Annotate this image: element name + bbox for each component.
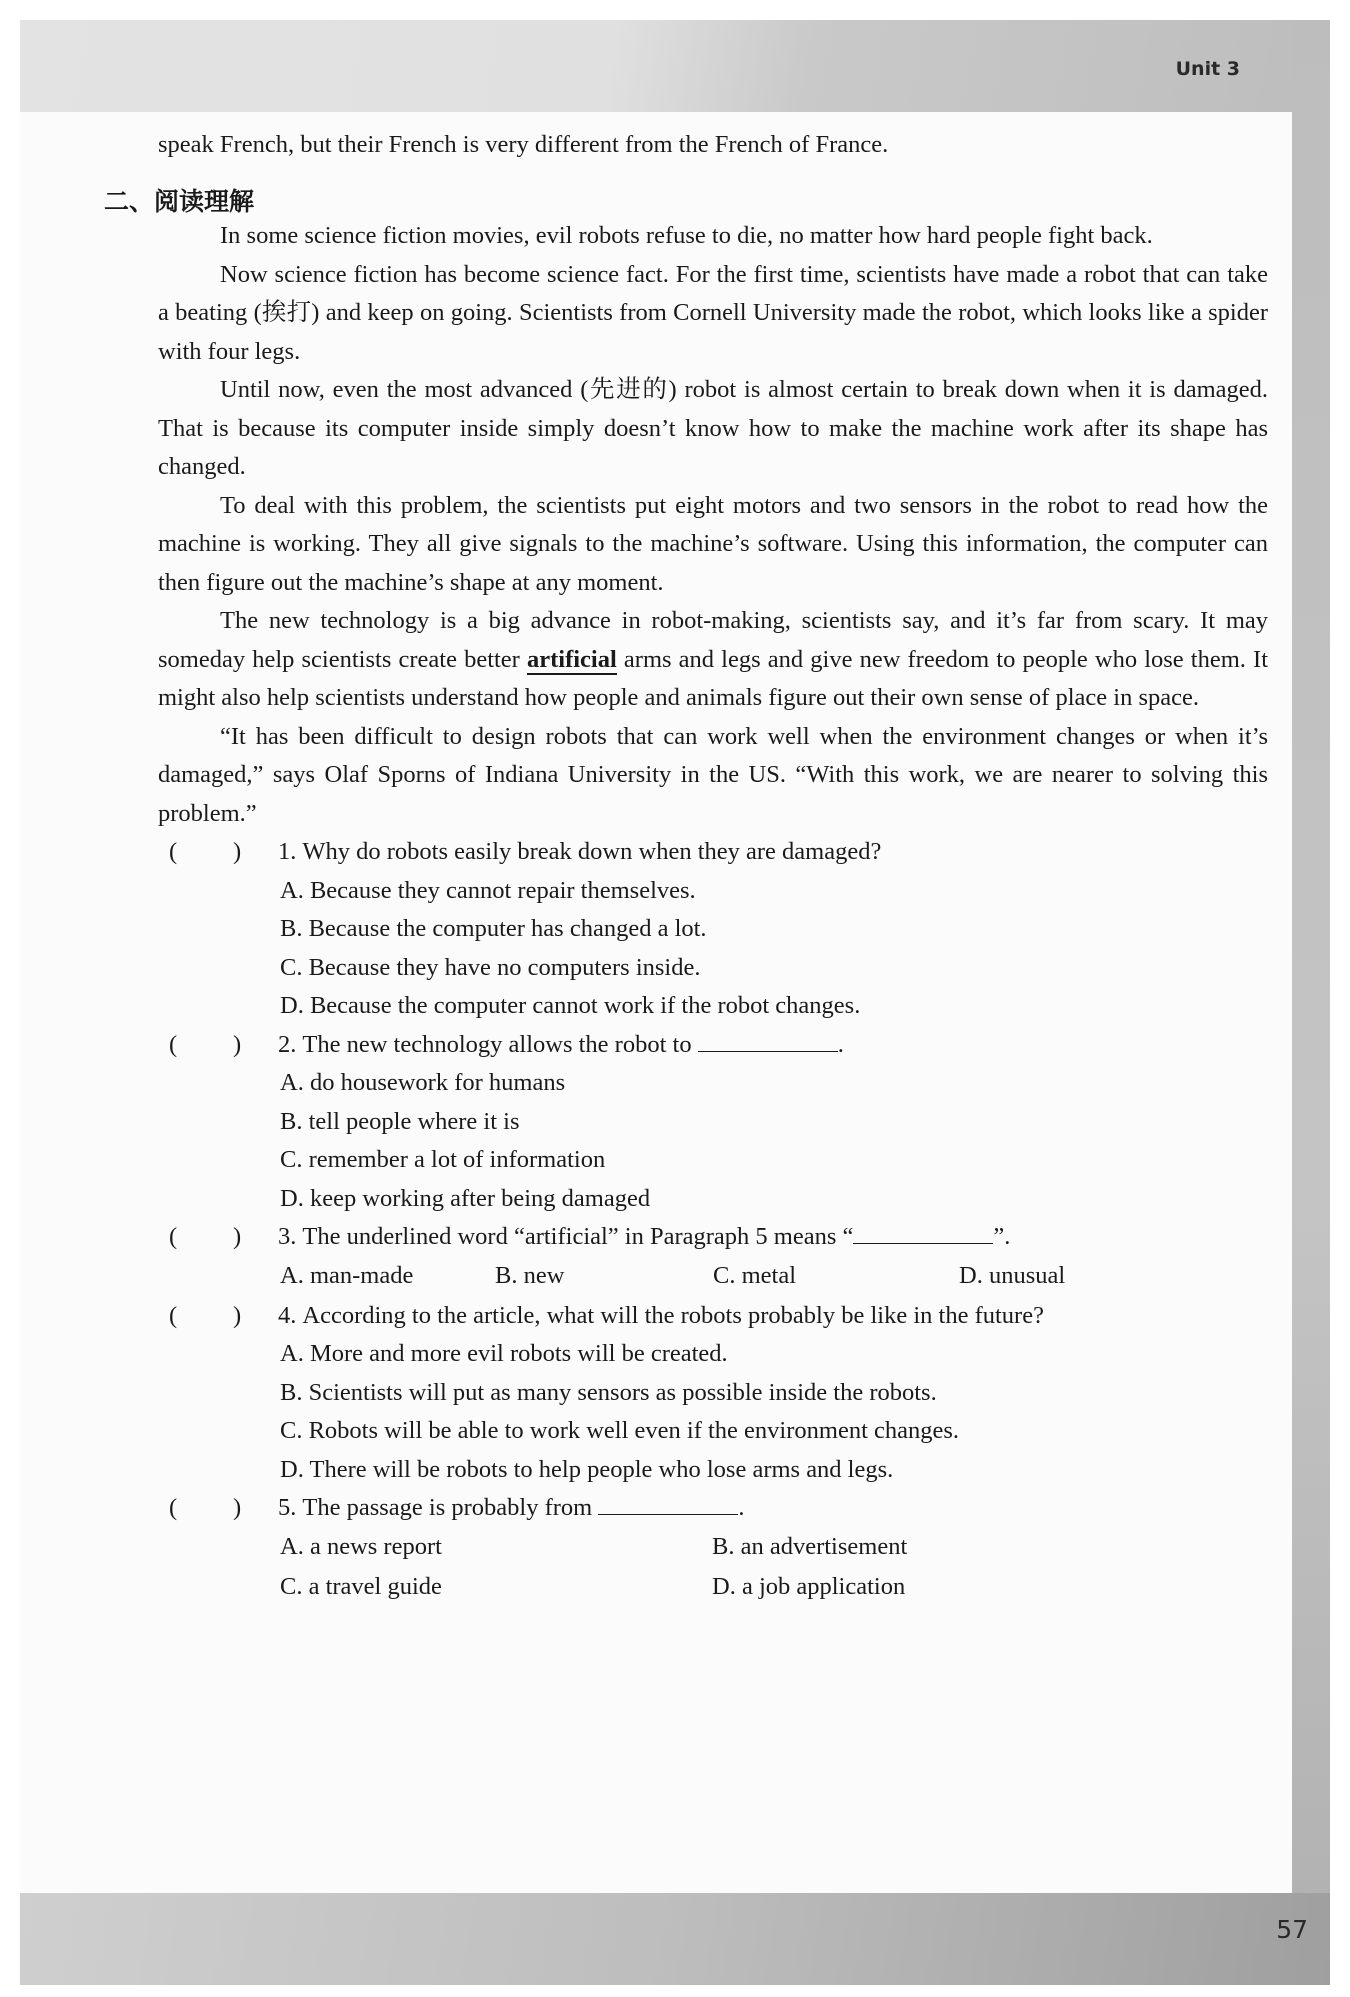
question-stem: The new technology allows the robot to: [302, 1030, 692, 1058]
question-3: [158, 1218, 1268, 1257]
page-edge-strip: [1292, 20, 1330, 1985]
question-3-options: [158, 1257, 1268, 1297]
passage-paragraph-2: Now science fiction has become science fact. For the first time, scientists have made a robot that can take a beating (挨打) and keep on going. Scientists from Cornell University made the robot, which looks like a spider with four legs.: [158, 260, 1268, 365]
option-d: D. keep working after being damaged: [280, 1184, 651, 1212]
option-b: B. Because the computer has changed a lot.: [280, 915, 707, 942]
option-a: A. a news report: [280, 1533, 442, 1561]
option-b: B. tell people where it is: [280, 1107, 520, 1135]
passage-paragraph-4: To deal with this problem, the scientists put eight motors and two sensors in the robot to read how the machine is working. They all give signals to the machine’s software. Using this information, the computer can then figure out the machine’s shape at any moment.: [158, 491, 1268, 596]
question-number: 2.: [278, 1030, 297, 1058]
document-body: [104, 126, 1268, 1608]
option-b: B. an advertisement: [712, 1533, 908, 1561]
option-b: B. Scientists will put as many sensors as possible inside the robots.: [280, 1378, 937, 1406]
underlined-word: artificial: [526, 645, 617, 673]
question-2: [158, 1026, 1268, 1065]
question-stem-end: .: [837, 1030, 844, 1058]
option-d: D. a job application: [712, 1573, 906, 1601]
passage-paragraph-3: Until now, even the most advanced (先进的) robot is almost certain to break down when it is damaged. That is because its computer inside simply doesn’t know how to make the machine work after its shape has changed.: [158, 376, 1268, 480]
answer-paren-close: ): [233, 1301, 242, 1329]
option-c: C. Robots will be able to work well even if the environment changes.: [280, 1417, 960, 1444]
question-stem-end: .: [738, 1494, 745, 1521]
header-band: [20, 20, 1330, 112]
question-2-options: [158, 1064, 1268, 1218]
question-stem: The underlined word “artificial” in Paragraph 5 means “: [302, 1223, 854, 1250]
section-heading: 二、阅读理解: [104, 186, 255, 216]
question-number: 3.: [278, 1223, 297, 1250]
question-number: 4.: [278, 1301, 297, 1329]
answer-paren-close: ): [233, 1494, 242, 1521]
answer-paren-open: (: [169, 1030, 178, 1058]
passage-paragraph-5: [158, 602, 1268, 718]
option-row: [280, 1528, 1268, 1568]
question-number: 1.: [278, 838, 297, 865]
answer-paren-close: ): [233, 1223, 242, 1250]
option-d: D. Because the computer cannot work if the robot changes.: [280, 992, 861, 1019]
question-1-options: [158, 872, 1268, 1026]
option-row: [280, 1257, 1268, 1297]
option-d: D. unusual: [959, 1262, 1066, 1290]
question-stem-end: ”.: [993, 1223, 1011, 1250]
answer-paren-open: (: [169, 1494, 178, 1521]
answer-blank: [598, 1492, 738, 1515]
question-stem: The passage is probably from: [302, 1494, 593, 1521]
passage-paragraph-1: In some science fiction movies, evil robots refuse to die, no matter how hard people fight back.: [220, 222, 1153, 249]
option-c: C. a travel guide: [280, 1573, 442, 1601]
question-5: [158, 1489, 1268, 1528]
answer-paren-open: (: [169, 1301, 178, 1329]
question-stem: Why do robots easily break down when they are damaged?: [302, 838, 882, 865]
p5-text-before: The new technology is a big advance in robot-making, scientists say, and it’s far from scary. It may someday help scientists create better: [158, 607, 1268, 673]
option-row: [280, 1568, 1268, 1608]
option-c: C. metal: [713, 1262, 797, 1290]
question-1: [158, 833, 1268, 872]
page-number: 57: [1276, 1915, 1308, 1944]
passage-paragraph-6: “It has been difficult to design robots that can work well when the environment changes or when it’s damaged,” says Olaf Sporns of Indiana University in the US. “With this work, we are nearer to solving this problem.”: [158, 722, 1268, 827]
answer-paren-close: ): [233, 838, 242, 865]
question-4-options: [158, 1335, 1268, 1489]
unit-label: Unit 3: [1175, 58, 1240, 80]
question-4: [158, 1297, 1268, 1336]
option-a: A. man-made: [280, 1262, 414, 1290]
question-stem: According to the article, what will the robots probably be like in the future?: [302, 1301, 1044, 1329]
question-5-options: [158, 1528, 1268, 1608]
answer-paren-open: (: [169, 838, 178, 865]
answer-blank: [853, 1221, 993, 1244]
answer-paren-close: ): [233, 1030, 242, 1058]
option-a: A. Because they cannot repair themselves.: [280, 876, 696, 904]
p5-text-after: arms and legs and give new freedom to people who lose them. It might also help scientists understand how people and animals figure out their own sense of place in space.: [158, 645, 1268, 711]
answer-paren-open: (: [169, 1223, 178, 1250]
option-c: C. remember a lot of information: [280, 1146, 606, 1173]
answer-blank: [698, 1029, 838, 1052]
option-a: A. More and more evil robots will be created.: [280, 1340, 728, 1367]
question-number: 5.: [278, 1494, 297, 1521]
option-b: B. new: [495, 1262, 565, 1290]
option-a: A. do housework for humans: [280, 1069, 566, 1096]
option-c: C. Because they have no computers inside.: [280, 953, 701, 981]
intro-line: speak French, but their French is very different from the French of France.: [158, 131, 889, 158]
option-d: D. There will be robots to help people who lose arms and legs.: [280, 1455, 894, 1483]
footer-band: [20, 1893, 1330, 1985]
